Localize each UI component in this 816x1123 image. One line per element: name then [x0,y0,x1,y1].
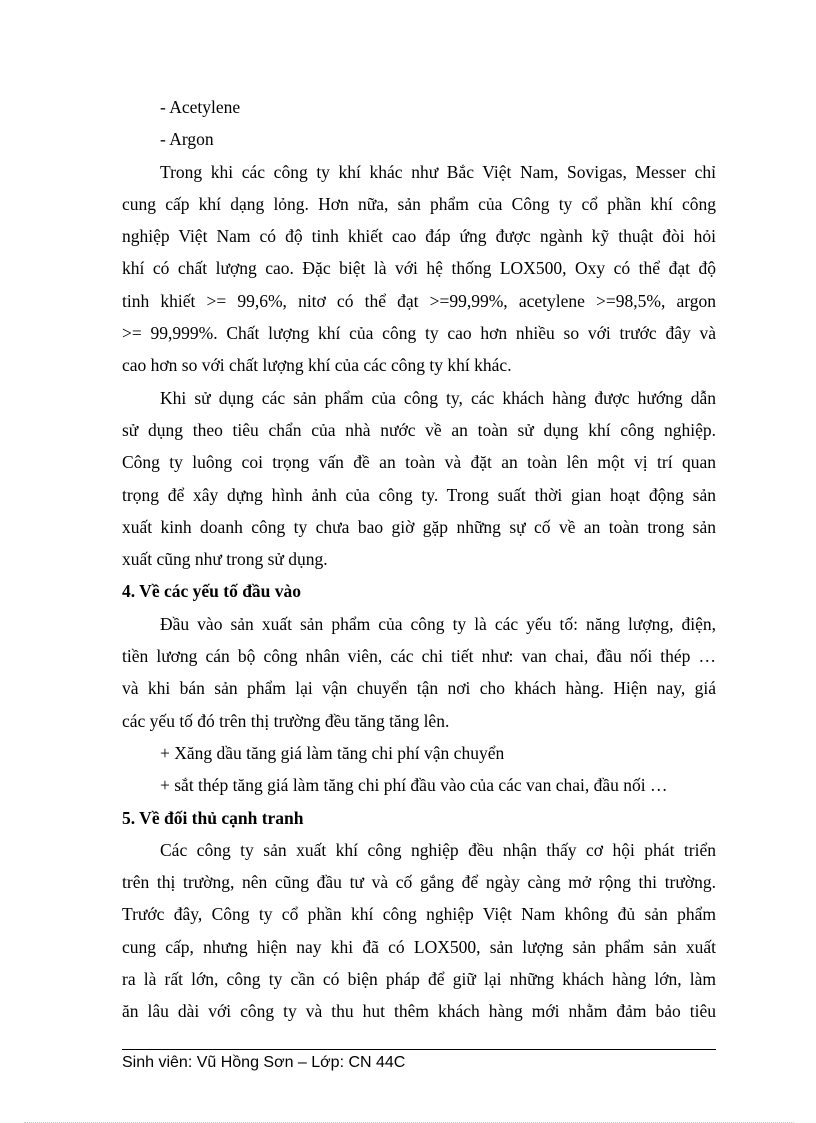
paragraph-line: Các công ty sản xuất khí công nghiệp đều nhận thấy cơ hội phát triển [160,839,716,860]
paragraph-line: trọng để xây dựng hình ảnh của công ty. Trong suất thời gian hoạt động sản [122,484,716,505]
paragraph-line: xuất cũng như trong sử dụng. [122,549,328,570]
list-item: - Acetylene [160,97,241,117]
paragraph-line: ra là rất lớn, công ty cần có biện pháp để giữ lại những khách hàng lớn, làm [122,969,716,990]
paragraph-line: trên thị trường, nên cũng đầu tư và cố gắng để ngày càng mở rộng thi trường. [122,872,716,893]
section-heading: 4. Về các yếu tố đầu vào [122,581,302,602]
paragraph-line: khí có chất lượng cao. Đặc biệt là với hệ thống LOX500, Oxy có thể đạt độ [122,258,716,279]
list-item: - Argon [160,129,214,150]
list-item: + Xăng dầu tăng giá làm tăng chi phí vận chuyển [160,742,505,763]
paragraph-line: các yếu tố đó trên thị trường đều tăng tăng lên. [122,710,450,731]
list-item: + sắt thép tăng giá làm tăng chi phí đầu vào của các van chai, đầu nối … [160,775,668,796]
body-text [122,91,716,1028]
paragraph-line: nghiệp Việt Nam có độ tinh khiết cao đáp ứng được ngành kỹ thuật đòi hỏi [122,226,716,247]
paragraph-line: Trước đây, Công ty cổ phần khí công nghiệp Việt Nam không đủ sản phẩm [122,904,716,925]
paragraph-line: và khi bán sản phẩm lại vận chuyển tận nơi cho khách hàng. Hiện nay, giá [122,678,716,699]
paragraph-line: Đầu vào sản xuất sản phẩm của công ty là các yếu tố: năng lượng, điện, [160,613,716,634]
paragraph-line: >= 99,999%. Chất lượng khí của công ty cao hơn nhiều so với trước đây và [122,323,716,344]
paragraph-line: Khi sử dụng các sản phẩm của công ty, các khách hàng được hướng dẫn [160,387,716,408]
paragraph-line: ăn lâu dài với công ty và thu hut thêm khách hàng mới nhằm đảm bảo tiêu [122,1001,716,1022]
paragraph-line: tiền lương cán bộ công nhân viên, các chi tiết như: van chai, đầu nối thép … [122,646,716,667]
footer-divider [122,1049,716,1050]
paragraph-line: cao hơn so với chất lượng khí của các công ty khí khác. [122,355,512,376]
paragraph-line: cung cấp, nhưng hiện nay khi đã có LOX500, sản lượng sản phẩm sản xuất [122,936,716,957]
paragraph-line: sử dụng theo tiêu chẩn của nhà nước về an toàn sử dụng khí công nghiệp. [122,419,716,440]
paragraph-line: xuất kinh doanh công ty chưa bao giờ gặp những sự cố về an toàn trong sản [122,516,716,537]
paragraph-line: tinh khiết >= 99,6%, nitơ có thể đạt >=99,99%, acetylene >=98,5%, argon [122,290,716,311]
paragraph-line: Công ty luông coi trọng vấn đề an toàn và đặt an toàn lên một vị trí quan [122,452,716,473]
section-heading: 5. Về đối thủ cạnh tranh [122,807,304,828]
paragraph-line: cung cấp khí dạng lỏng. Hơn nữa, sản phẩm của Công ty cổ phần khí công [122,193,716,214]
paragraph-line: Trong khi các công ty khí khác như Bắc Việt Nam, Sovigas, Messer chỉ [160,161,716,182]
footer-text: Sinh viên: Vũ Hồng Sơn – Lớp: CN 44C [122,1054,406,1071]
